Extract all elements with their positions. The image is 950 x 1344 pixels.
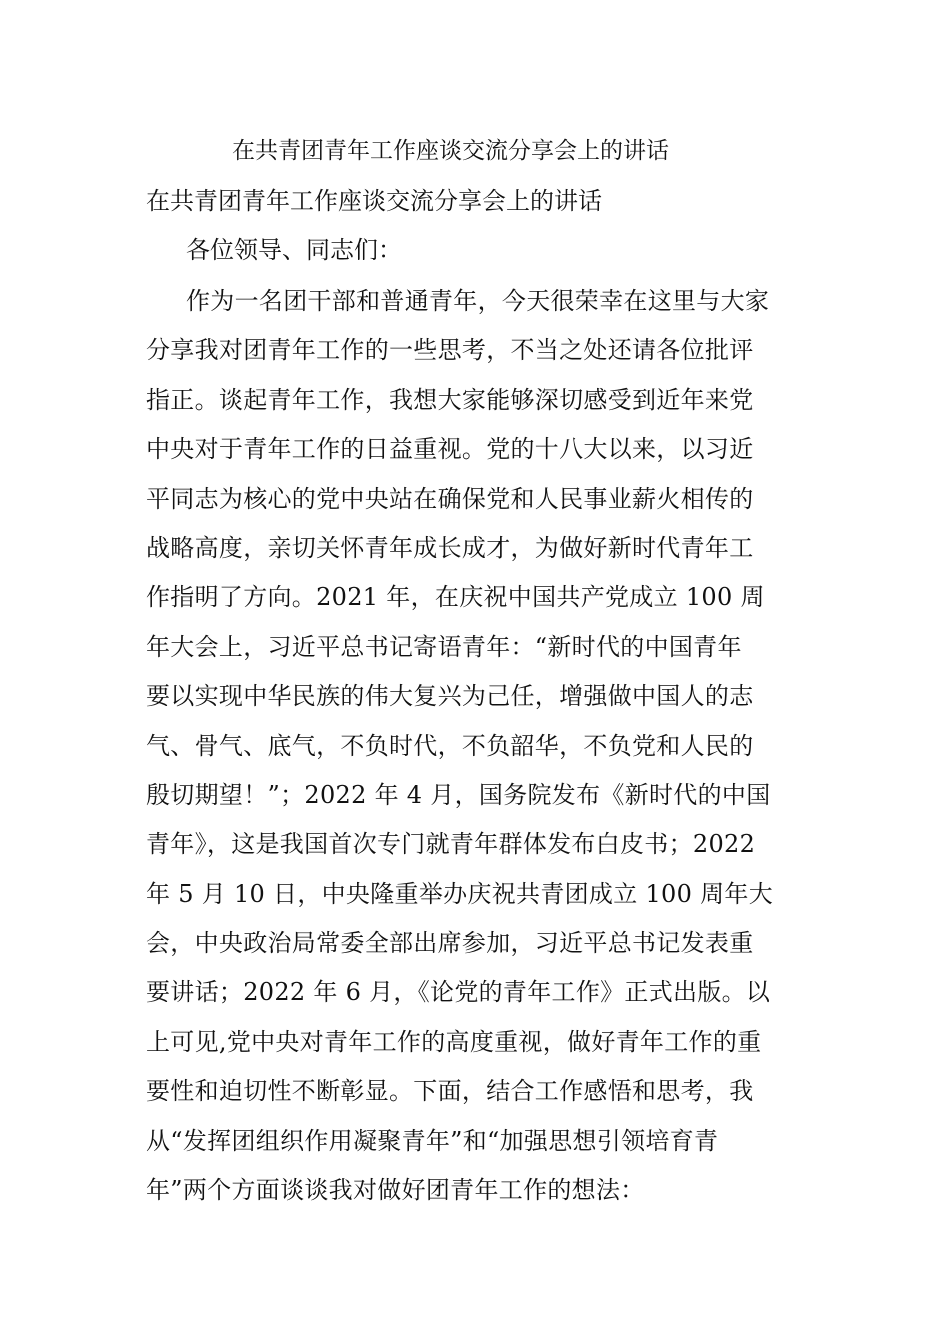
salutation: 各位领导、同志们： [186, 236, 402, 264]
paragraph-line: 分享我对团青年工作的一些思考，不当之处还请各位批评 [146, 336, 754, 365]
paragraph-line: 殷切期望！”；2022 年 4 月，国务院发布《新时代的中国 [146, 780, 771, 809]
body-paragraph [146, 280, 806, 1218]
paragraph-line: 平同志为核心的党中央站在确保党和人民事业薪火相传的 [146, 484, 754, 513]
paragraph-line: 上可见,党中央对青年工作的高度重视，做好青年工作的重 [146, 1027, 762, 1056]
paragraph-line: 作为一名团干部和普通青年，今天很荣幸在这里与大家 [186, 287, 770, 315]
document-subtitle: 在共青团青年工作座谈交流分享会上的讲话 [146, 187, 602, 215]
paragraph-line: 从“发挥团组织作用凝聚青年”和“加强思想引领培育青 [146, 1126, 719, 1155]
paragraph-line: 气、骨气、底气，不负时代，不负韶华，不负党和人民的 [146, 731, 754, 760]
paragraph-line: 要性和迫切性不断彰显。下面，结合工作感悟和思考，我 [146, 1077, 754, 1106]
paragraph-line: 要讲话；2022 年 6 月，《论党的青年工作》正式出版。以 [146, 978, 771, 1007]
paragraph-line: 青年》，这是我国首次专门就青年群体发布白皮书；2022 [146, 830, 756, 859]
document-title: 在共青团青年工作座谈交流分享会上的讲话 [232, 138, 669, 164]
paragraph-line: 作指明了方向。2021 年，在庆祝中国共产党成立 100 周 [146, 583, 765, 612]
paragraph-line: 年 5 月 10 日，中央隆重举办庆祝共青团成立 100 周年大 [146, 879, 773, 908]
paragraph-line: 中央对于青年工作的日益重视。党的十八大以来，以习近 [146, 435, 754, 464]
paragraph-line: 要以实现中华民族的伟大复兴为己任，增强做中国人的志 [146, 682, 754, 711]
paragraph-line: 指正。谈起青年工作，我想大家能够深切感受到近年来党 [146, 385, 754, 414]
paragraph-line: 会，中央政治局常委全部出席参加，习近平总书记发表重 [146, 929, 754, 958]
paragraph-line: 年大会上，习近平总书记寄语青年：“新时代的中国青年 [146, 632, 742, 661]
paragraph-line: 战略高度，亲切关怀青年成长成才，为做好新时代青年工 [146, 533, 754, 562]
paragraph-line: 年”两个方面谈谈我对做好团青年工作的想法： [146, 1176, 645, 1205]
